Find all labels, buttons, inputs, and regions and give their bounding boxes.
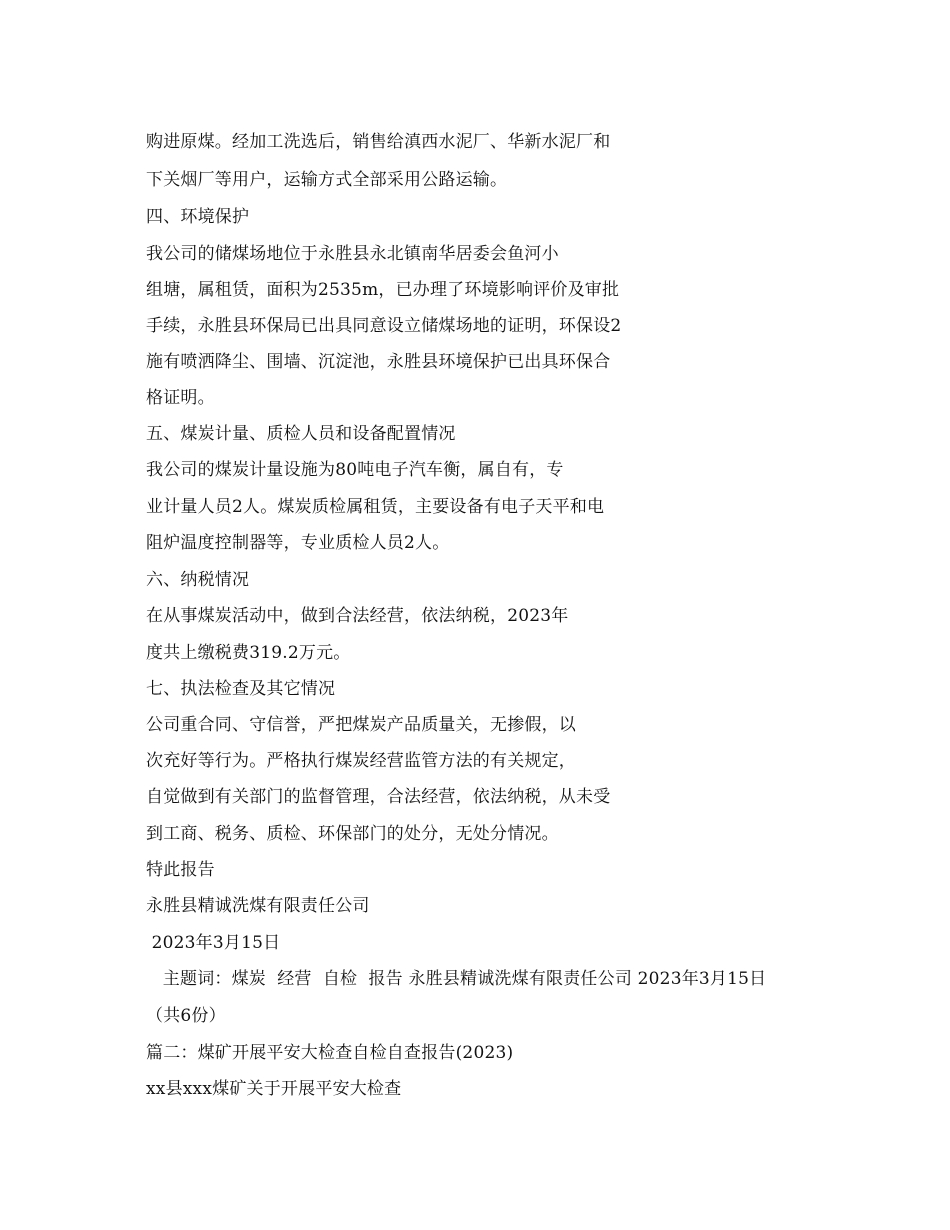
text-line: 下关烟厂等用户，运输方式全部采用公路运输。 — [146, 170, 508, 190]
text-line: 次充好等行为。严格执行煤炭经营监管方法的有关规定， — [146, 751, 576, 771]
text-line: 施有喷洒降尘、围墙、沉淀池，永胜县环境保护已出具环保合 — [146, 352, 611, 372]
text-line: 购进原煤。经加工洗选后，销售给滇西水泥厂、华新水泥厂和 — [146, 132, 611, 152]
text-line: 在从事煤炭活动中，做到合法经营，依法纳税，2023年 — [146, 606, 569, 626]
text-line: 阻炉温度控制器等，专业质检人员2人。 — [146, 533, 450, 553]
text-line: 度共上缴税费319.2万元。 — [146, 643, 351, 663]
section-heading: 六、纳税情况 — [146, 570, 250, 590]
text-line: 我公司的储煤场地位于永胜县永北镇南华居委会鱼河小 — [146, 244, 559, 264]
section-heading: 四、环境保护 — [146, 207, 250, 227]
subject-keywords: 主题词：煤炭 经营 自检 报告 永胜县精诚洗煤有限责任公司 2023年3月15日 — [146, 969, 767, 989]
text-line: 公司重合同、守信誉，严把煤炭产品质量关，无掺假，以 — [146, 715, 576, 735]
text-line: 我公司的煤炭计量设施为80吨电子汽车衡，属自有，专 — [146, 460, 564, 480]
text-line: xx县xxx煤矿关于开展平安大检查 — [146, 1079, 402, 1099]
text-line: 格证明。 — [146, 388, 215, 408]
text-line: 组塘，属租赁，面积为2535m，已办理了环境影响评价及审批 — [146, 280, 620, 300]
text-line: 业计量人员2人。煤炭质检属租赁，主要设备有电子天平和电 — [146, 497, 605, 517]
closing-text: 特此报告 — [146, 860, 215, 880]
text-line: 自觉做到有关部门的监督管理，合法经营，依法纳税，从未受 — [146, 787, 611, 807]
text-line: 手续，永胜县环保局已出具同意设立储煤场地的证明，环保设2 — [146, 316, 622, 336]
chapter-title: 篇二：煤矿开展平安大检查自检自查报告(2023) — [146, 1043, 514, 1063]
section-heading: 五、煤炭计量、质检人员和设备配置情况 — [146, 424, 456, 444]
company-name: 永胜县精诚洗煤有限责任公司 — [146, 896, 370, 916]
document-date: 2023年3月15日 — [146, 933, 281, 953]
section-heading: 七、执法检查及其它情况 — [146, 679, 336, 699]
copy-count: （共6份） — [146, 1006, 226, 1026]
text-line: 到工商、税务、质检、环保部门的处分，无处分情况。 — [146, 824, 559, 844]
